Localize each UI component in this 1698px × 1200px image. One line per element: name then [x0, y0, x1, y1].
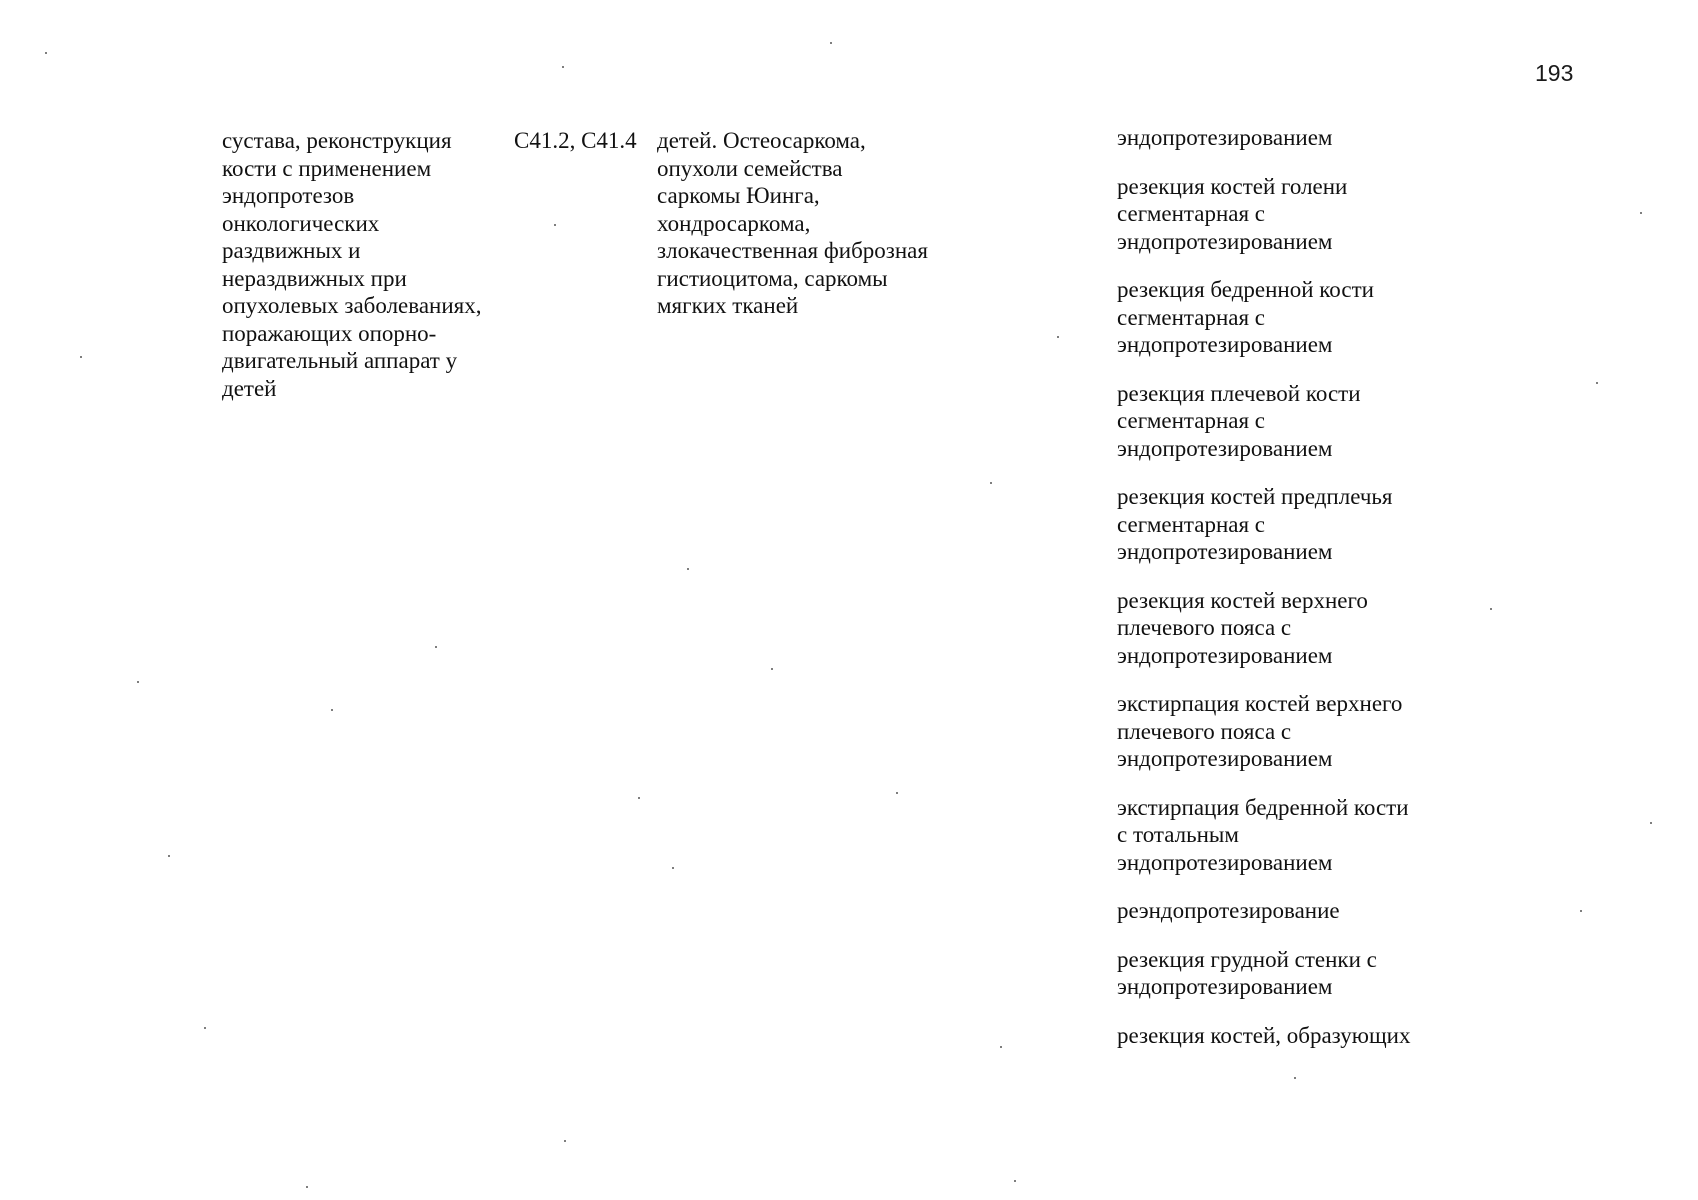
scan-speck [1057, 336, 1059, 338]
scan-speck [45, 52, 47, 54]
treatment-method-item: резекция плечевой кости сегментарная с эндопротезированием [1117, 380, 1361, 461]
scan-speck [638, 797, 640, 799]
scan-speck [687, 568, 689, 570]
scan-speck [80, 356, 82, 358]
treatment-method-item: резекция костей верхнего плечевого пояса с эндопротезированием [1117, 587, 1368, 668]
treatment-method-item: экстирпация бедренной кости с тотальным эндопротезированием [1117, 794, 1409, 875]
scan-speck [168, 855, 170, 857]
scan-speck [306, 1186, 308, 1188]
scan-speck [204, 1027, 206, 1029]
scan-speck [990, 482, 992, 484]
treatment-method-item: эндопротезированием [1117, 125, 1333, 150]
treatment-method-item: резекция грудной стенки с эндопротезированием [1117, 946, 1377, 999]
treatment-method-item: резекция костей предплечья сегментарная с эндопротезированием [1117, 484, 1393, 564]
scan-speck [771, 668, 773, 670]
scan-speck [562, 66, 564, 68]
scan-speck [896, 792, 898, 794]
scan-speck [1640, 212, 1642, 214]
page-number: 193 [1535, 60, 1574, 86]
treatment-method-item: резекция костей голени сегментарная с эндопротезированием [1117, 173, 1348, 254]
treatment-method-item: экстирпация костей верхнего плечевого пояса с эндопротезированием [1117, 691, 1403, 771]
scan-speck [1596, 382, 1598, 384]
scan-speck [1014, 1180, 1016, 1182]
diagnosis-description: детей. Остеосаркома, опухоли семейства саркомы Юинга, хондросаркома, злокачественная фиброзная гистиоцитома, саркомы мягких тканей [657, 128, 928, 318]
scan-speck [137, 681, 139, 683]
scan-speck [1580, 910, 1582, 912]
icd-codes: C41.2, C41.4 [514, 128, 637, 153]
scan-speck [1000, 1046, 1002, 1048]
scan-speck [331, 709, 333, 711]
treatment-method-item: резекция костей, образующих [1117, 1022, 1411, 1048]
scan-speck [830, 42, 832, 44]
treatment-methods-list [1117, 124, 1477, 1070]
scan-speck [1294, 1077, 1296, 1079]
treatment-method-item: реэндопротезирование [1117, 898, 1340, 923]
scan-speck [564, 1140, 566, 1142]
scan-speck [554, 224, 556, 226]
scan-speck [1650, 822, 1652, 824]
procedure-description: сустава, реконструкция кости с применением эндопротезов онкологических раздвижных и нераздвижных при опухолевых заболеваниях, поражающих опорно- двигательный аппарат у детей [222, 128, 482, 401]
scan-speck [435, 646, 437, 648]
scan-speck [1490, 608, 1492, 610]
treatment-method-item: резекция бедренной кости сегментарная с эндопротезированием [1117, 277, 1374, 357]
scan-speck [672, 867, 674, 869]
